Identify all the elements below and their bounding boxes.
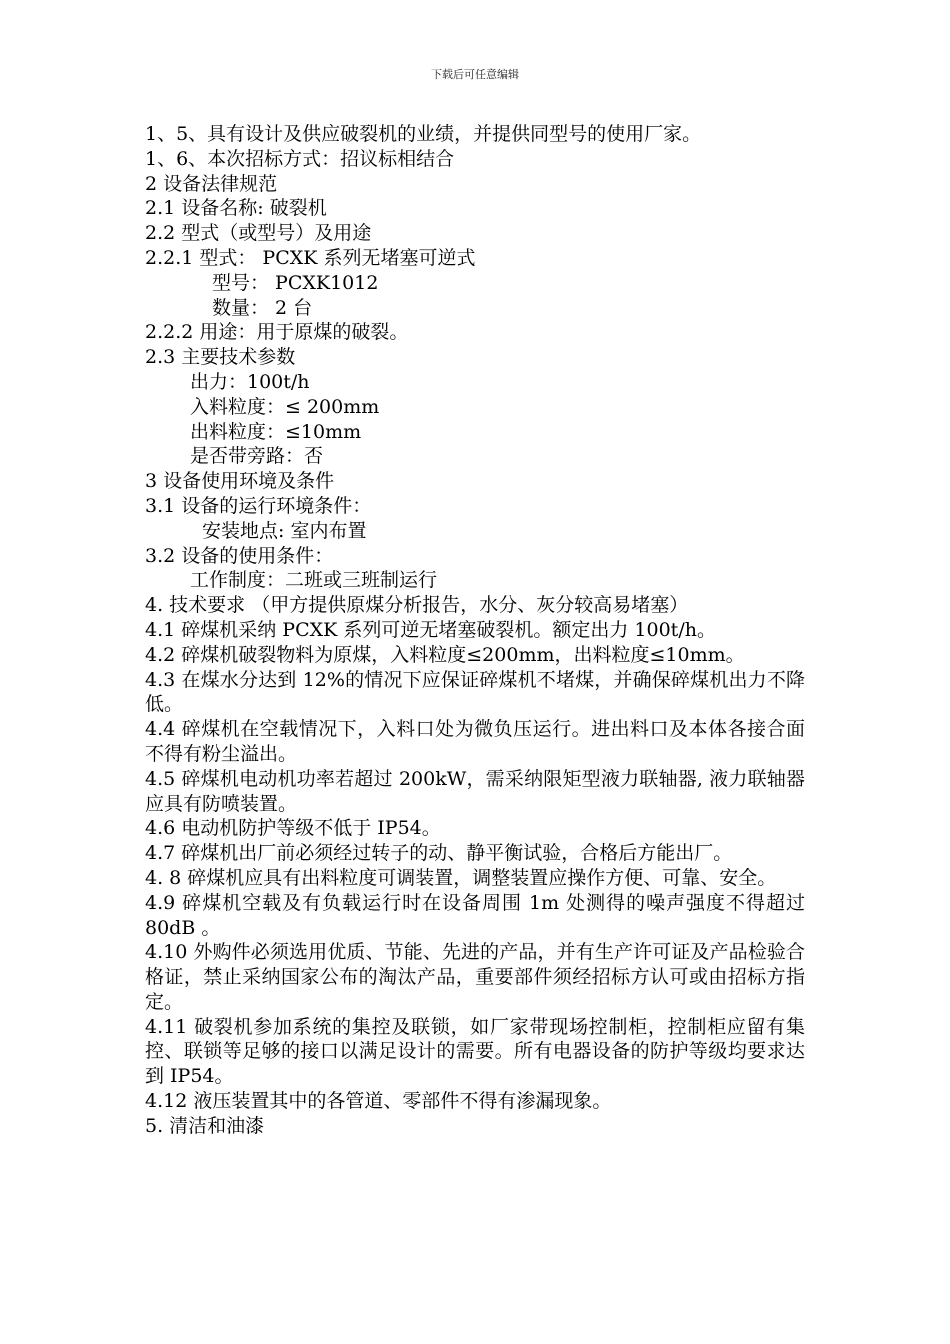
text-line: 1、6、本次招标方式：招议标相结合 — [145, 147, 455, 170]
paragraph: 4.4 碎煤机在空载情况下，入料口处为微负压运行。进出料口及本体各接合面不得有粉尘溢出。 — [145, 718, 805, 765]
paragraph: 4.6 电动机防护等级不低于 IP54。 — [145, 817, 441, 840]
text-line: 工作制度：二班或三班制运行 — [190, 569, 438, 592]
paragraph: 4.9 碎煤机空载及有负载运行时在设备周围 1m 处测得的噪声强度不得超过 80dB 。 — [145, 891, 805, 939]
text-line: 出力：100t/h — [190, 370, 310, 393]
text-line: 2.2.1 型式： PCXK 系列无堵塞可逆式 — [145, 246, 476, 269]
text-line: 4.1 碎煤机采纳 PCXK 系列可逆无堵塞破裂机。额定出力 100t/h。 — [145, 618, 716, 641]
section-heading: 4. 技术要求 （甲方提供原煤分析报告，水分、灰分较高易堵塞） — [145, 594, 689, 617]
text-line: 3.2 设备的使用条件： — [145, 544, 334, 567]
page-header: 下载后可任意编辑 — [431, 68, 519, 81]
text-line: 型号： PCXK1012 — [212, 271, 379, 294]
text-line: 是否带旁路：否 — [190, 445, 324, 468]
section-heading: 2 设备法律规范 — [145, 172, 278, 195]
paragraph: 4. 8 碎煤机应具有出料粒度可调装置，调整装置应操作方便、可靠、安全。 — [145, 866, 777, 889]
paragraph: 4.3 在煤水分达到 12%的情况下应保证碎煤机不堵煤，并确保碎煤机出力不降低。 — [145, 668, 805, 716]
text-line: 安装地点: 室内布置 — [202, 519, 367, 542]
text-line: 2.2 型式（或型号）及用途 — [145, 222, 372, 245]
paragraph: 4.11 破裂机参加系统的集控及联锁，如厂家带现场控制柜，控制柜应留有集控、联锁等足够的接口以满足设计的需要。所有电器设备的防护等级均要求达到 IP54。 — [145, 1015, 805, 1088]
document-body — [145, 122, 805, 1139]
text-line: 2.3 主要技术参数 — [145, 346, 296, 369]
text-line: 出料粒度：≤10mm — [190, 420, 362, 443]
paragraph: 4.12 液压装置其中的各管道、零部件不得有渗漏现象。 — [145, 1090, 612, 1113]
text-line: 数量： 2 台 — [212, 296, 313, 319]
paragraph: 4.2 碎煤机破裂物料为原煤，入料粒度≤200mm，出料粒度≤10mm。 — [145, 643, 745, 666]
text-line: 入料粒度：≤ 200mm — [190, 395, 380, 418]
text-line: 2.2.2 用途：用于原煤的破裂。 — [145, 321, 409, 344]
text-line: 2.1 设备名称: 破裂机 — [145, 197, 327, 220]
paragraph: 4.10 外购件必须选用优质、节能、先进的产品，并有生产许可证及产品检验合格证，禁止采纳国家公布的淘汰产品，重要部件须经招标方认可或由招标方指定。 — [145, 941, 805, 1013]
section-heading: 3 设备使用环境及条件 — [145, 470, 335, 493]
text-line: 3.1 设备的运行环境条件： — [145, 494, 372, 517]
paragraph: 4.7 碎煤机出厂前必须经过转子的动、静平衡试验，合格后方能出厂。 — [145, 842, 733, 865]
paragraph: 4.5 碎煤机电动机功率若超过 200kW，需采纳限矩型液力联轴器, 液力联轴器应具有防喷装置。 — [145, 767, 805, 815]
section-heading: 5. 清洁和油漆 — [145, 1114, 265, 1137]
text-line: 1、5、具有设计及供应破裂机的业绩，并提供同型号的使用厂家。 — [145, 123, 702, 145]
